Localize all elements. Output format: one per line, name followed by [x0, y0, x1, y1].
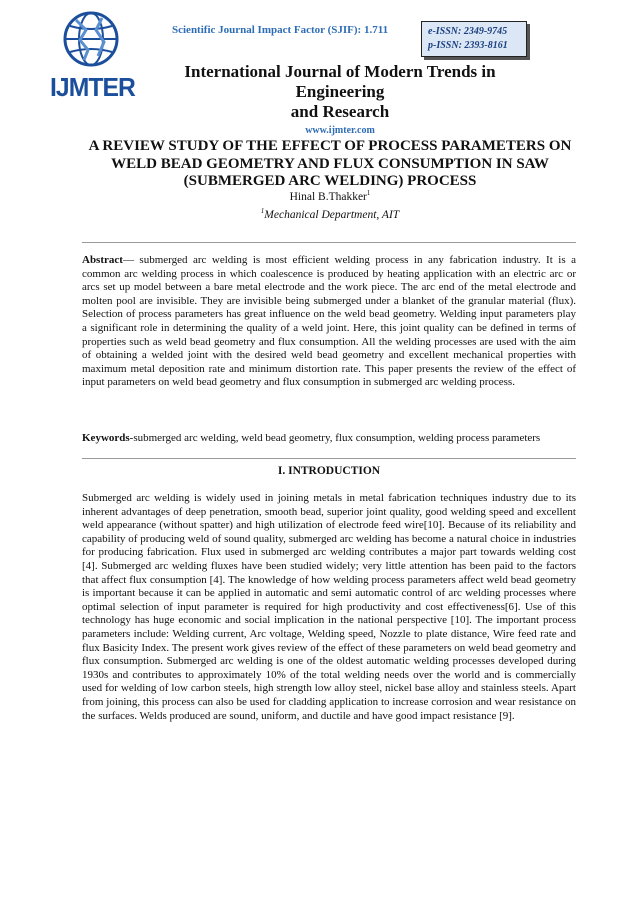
affiliation-line: [0, 209, 638, 221]
journal-title: [140, 62, 540, 138]
issn-box: [421, 21, 527, 57]
journal-url[interactable]: www.ijmter.com: [305, 125, 375, 136]
affiliation: Mechanical Department, AIT: [264, 209, 400, 221]
affiliation-sup: 1: [260, 207, 265, 216]
globe-icon: [62, 10, 120, 68]
keywords: [82, 432, 576, 446]
divider-top: [82, 242, 576, 243]
abstract-text: — submerged arc welding is most efficient welding process in any fabrication industry. It is a common arc welding process in which coalescence is produced by heating application with an electric arc or arcs set up model between a bare metal electrode and the work piece. The arc end of the metal electrode and molten pool are invisible. They are invisible being submerged under a blanket of the granular material (flux). Selection of process parameters has great influence on the weld bead geometry. Welding input parameters play a significant role in determining the quality of a weld joint. Here, this joint quality can be defined in terms of properties such as weld bead geometry and flux consumption. All the welding processes are used with the aim of obtaining a welded joint with the desired weld bead geometry and excellent mechanical properties with maximum metal deposition rate and minimum distortion rate. This paper presents the review of the effect of input parameters on weld bead geometry and flux consumption in submerged arc welding process.: [82, 254, 576, 389]
journal-title-line1: International Journal of Modern Trends in Engineering: [184, 62, 496, 101]
section-heading-introduction: I. INTRODUCTION: [277, 465, 381, 477]
e-issn: e-ISSN: 2349-9745: [428, 26, 508, 37]
divider-bottom: [82, 458, 576, 459]
author-name: Hinal B.Thakker: [289, 191, 367, 203]
impact-factor: Scientific Journal Impact Factor (SJIF): 1.711: [172, 24, 389, 36]
journal-title-line2: and Research: [290, 102, 390, 121]
logo-text: IJMTER: [50, 72, 135, 102]
keywords-text: -submerged arc welding, weld bead geometry, flux consumption, welding process parameters: [129, 432, 541, 444]
abstract-label: Abstract: [82, 254, 123, 266]
author-sup: 1: [366, 189, 371, 198]
author-line: [0, 191, 638, 203]
journal-logo: [48, 10, 138, 110]
p-issn: p-ISSN: 2393-8161: [428, 40, 508, 51]
paper-title: A REVIEW STUDY OF THE EFFECT OF PROCESS PARAMETERS ON WELD BEAD GEOMETRY AND FLUX CONSUMPTION IN SAW (SUBMERGED ARC WELDING) PROCESS: [88, 138, 572, 189]
abstract: [82, 254, 576, 390]
introduction-body: Submerged arc welding is widely used in joining metals in metal fabrication techniques industry due to its inherent advantages of deep penetration, smooth bead, superior joint quality, good welding speed and excellent weld appearance (without spatter) and high utilization of electrode feed wire[10]. Because of its reliability and capability of producing weld of sound quality, submerged arc welding has become a natural choice in industries for producing fabrication. Flux used in submerged arc welding contributes a major part towards welding cost [4]. Submerged arc welding fluxes have been studied widely; very little attention has been paid to the factors that affect flux consumption [4]. The knowledge of how welding process parameters affect weld bead geometry is important because it can be applied in automatic and semi automatic control of arc welding processes where optimal selection of input parameter is required for high productivity and cost effectiveness[6]. Use of this technology has huge economic and social implication in the national perspective [10]. The important process parameters include: Welding current, Arc voltage, Welding speed, Nozzle to plate distance, Wire feed rate and flux Basicity Index. The present work gives review of the effect of these parameters on weld bead geometry and flux consumption. Submerged arc welding is one of the oldest automatic welding processes developed during 1930s and contributes to approximately 10% of the total welding needs over the world and is commercially used for welding of low carbon steels, high strength low alloy steel, nickel base alloy and stainless steels. Apart from joining, this process can also be used for cladding application to increase corrosion and wear resistance on the surfaces. Welds produced are sound, uniform, and ductile and have good impact resistance [9].: [82, 492, 576, 722]
keywords-label: Keywords: [82, 432, 130, 444]
